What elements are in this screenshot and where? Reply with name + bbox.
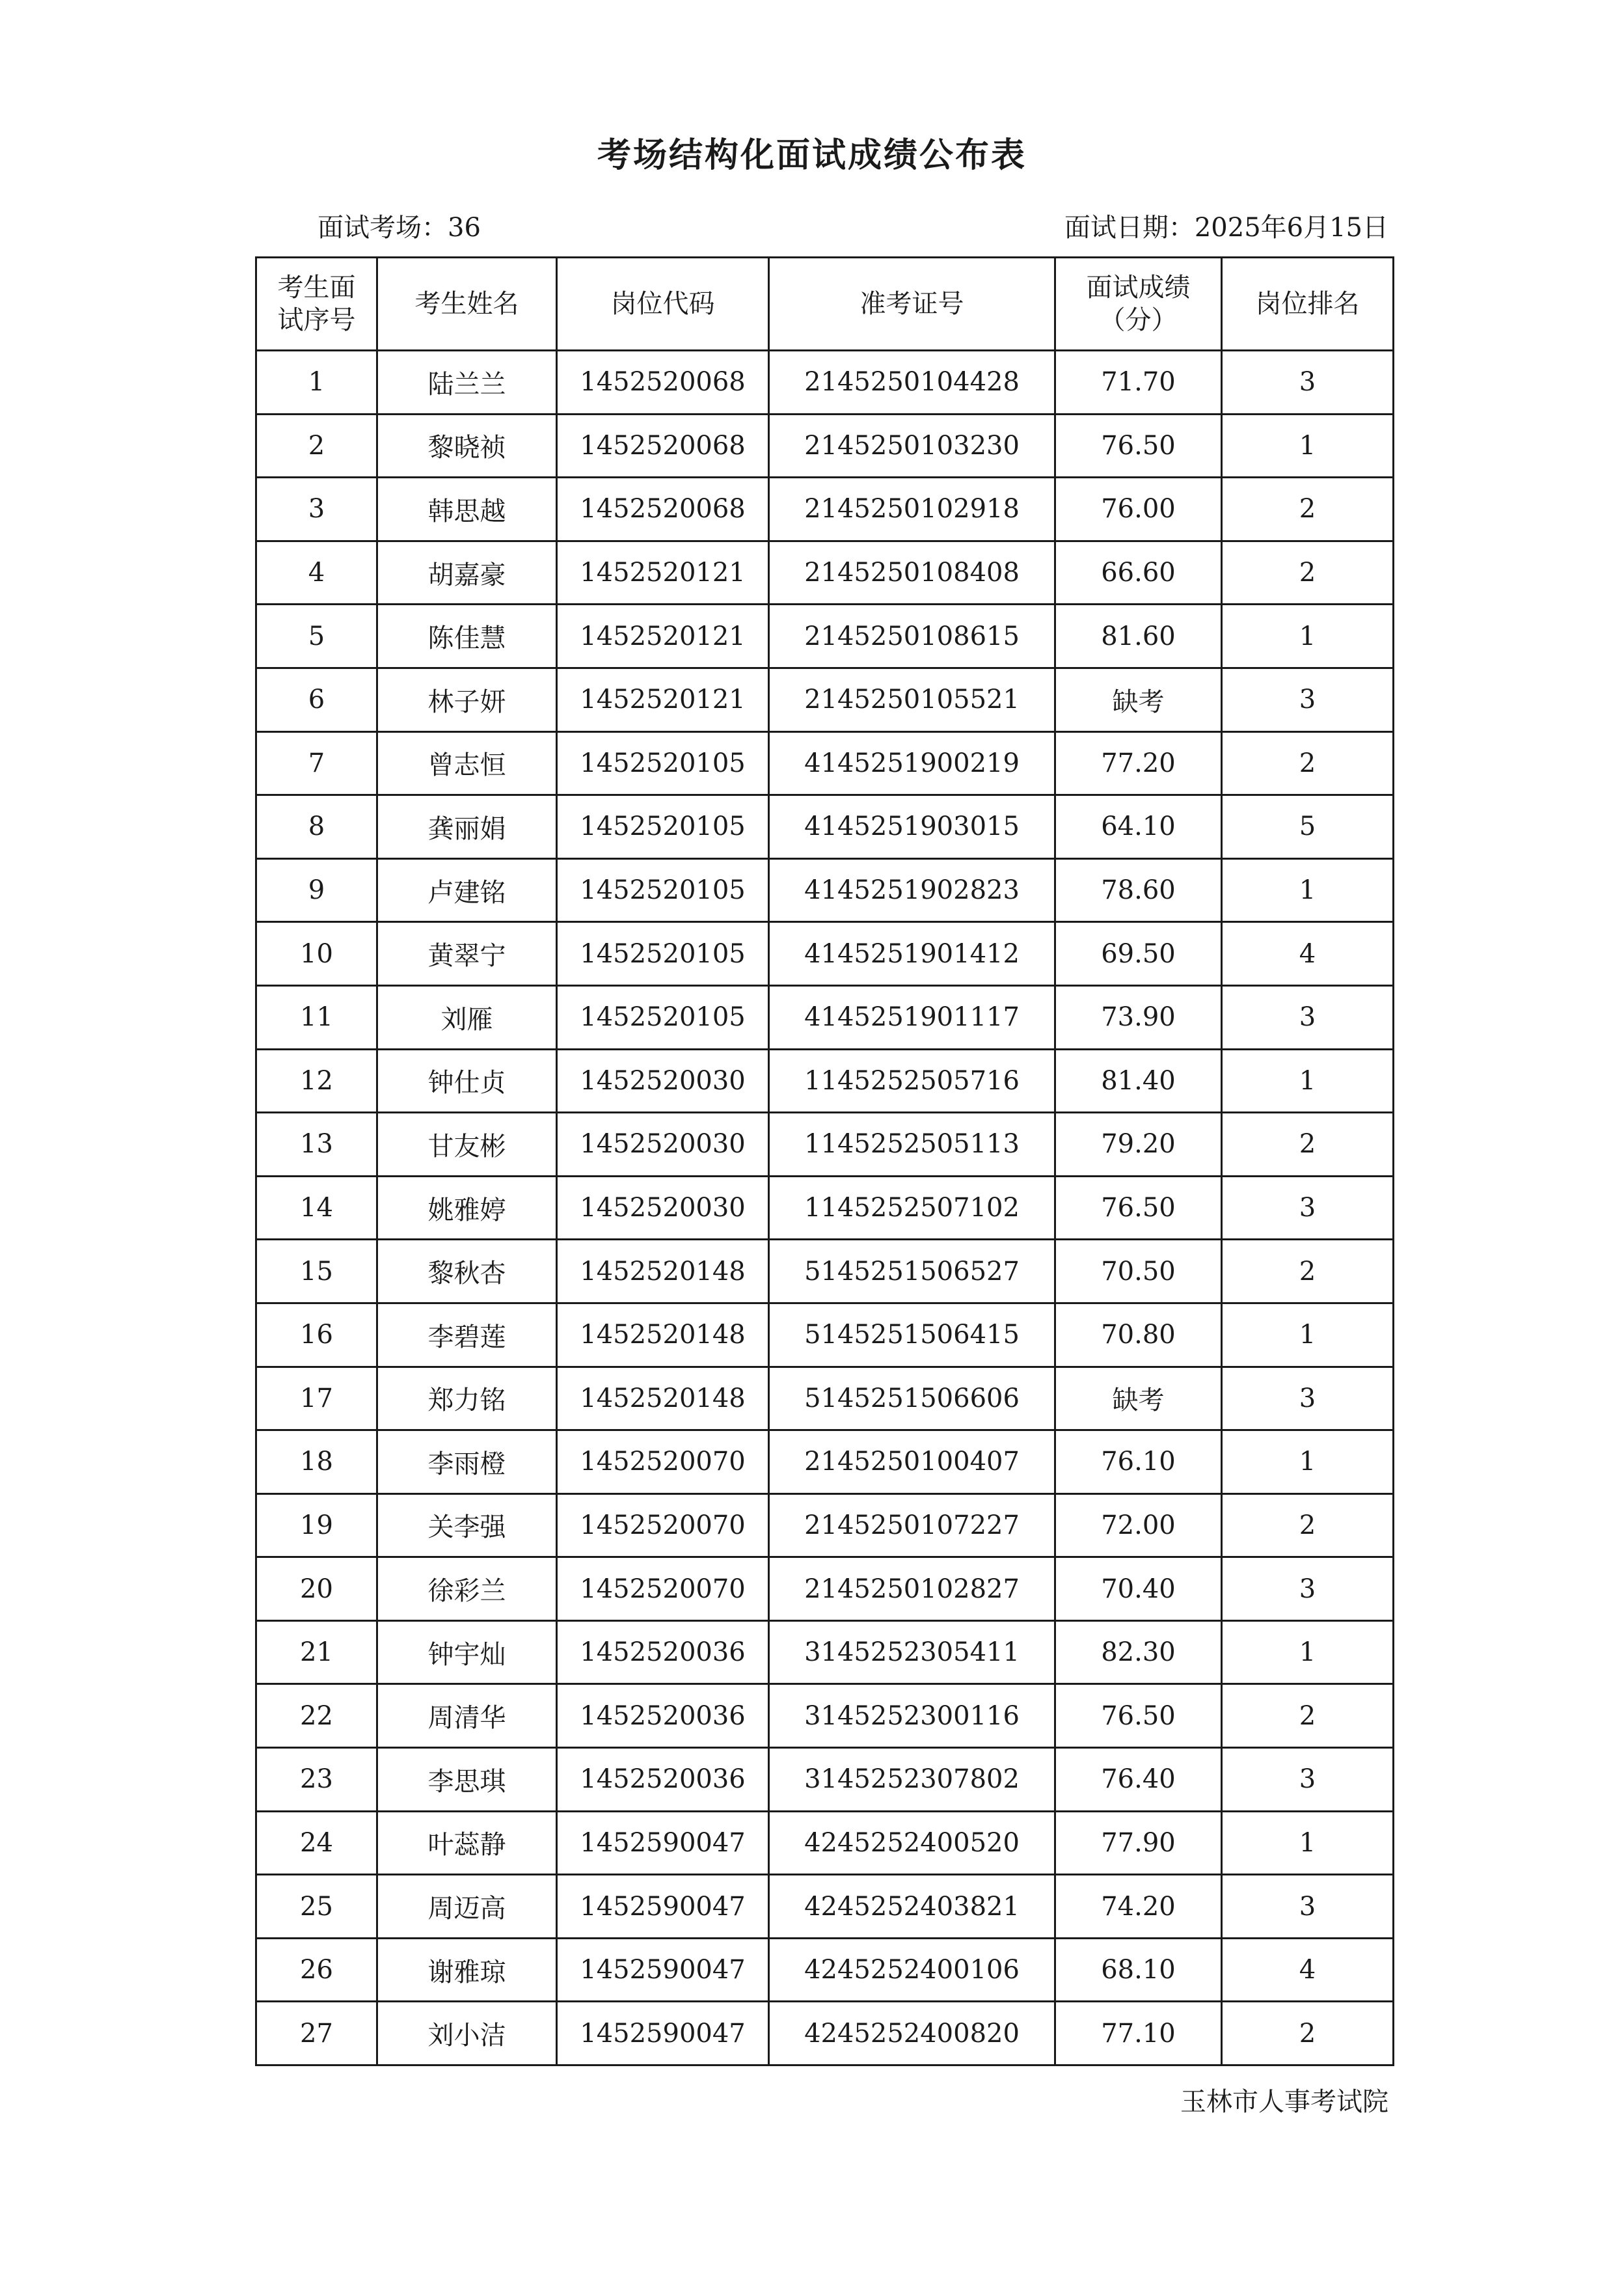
name-cell: 关李强 [377, 1493, 557, 1557]
name-cell: 韩思越 [377, 478, 557, 541]
seq-cell: 2 [256, 414, 377, 478]
score-cell: 81.40 [1055, 1049, 1222, 1113]
rank-cell: 2 [1222, 1240, 1394, 1303]
score-cell: 77.90 [1055, 1811, 1222, 1875]
name-cell: 周清华 [377, 1684, 557, 1748]
post-code-cell: 1452520036 [557, 1684, 769, 1748]
seq-cell: 12 [256, 1049, 377, 1113]
score-cell: 66.60 [1055, 541, 1222, 605]
rank-cell: 1 [1222, 858, 1394, 922]
seq-cell: 11 [256, 985, 377, 1049]
post-code-cell: 1452520105 [557, 922, 769, 986]
score-cell: 78.60 [1055, 858, 1222, 922]
table-row [256, 1113, 1394, 1177]
post-code-cell: 1452520148 [557, 1303, 769, 1367]
name-cell: 陆兰兰 [377, 351, 557, 415]
score-cell: 82.30 [1055, 1620, 1222, 1684]
score-cell: 64.10 [1055, 795, 1222, 859]
table-row [256, 1557, 1394, 1621]
ticket-no-cell: 2145250107227 [769, 1493, 1055, 1557]
exam-room: 面试考场：36 [318, 213, 481, 243]
ticket-no-cell: 3145252307802 [769, 1748, 1055, 1812]
rank-cell: 2 [1222, 2002, 1394, 2065]
ticket-no-cell: 4145251901117 [769, 985, 1055, 1049]
seq-cell: 14 [256, 1176, 377, 1240]
post-code-cell: 1452520030 [557, 1049, 769, 1113]
seq-cell: 15 [256, 1240, 377, 1303]
seq-cell: 27 [256, 2002, 377, 2065]
ticket-no-cell: 5145251506606 [769, 1367, 1055, 1430]
name-cell: 徐彩兰 [377, 1557, 557, 1621]
post-code-cell: 1452590047 [557, 1938, 769, 2002]
name-cell: 黎秋杏 [377, 1240, 557, 1303]
rank-cell: 3 [1222, 351, 1394, 415]
name-cell: 钟仕贞 [377, 1049, 557, 1113]
name-cell: 李思琪 [377, 1748, 557, 1812]
seq-cell: 23 [256, 1748, 377, 1812]
post-code-cell: 1452520148 [557, 1367, 769, 1430]
seq-cell: 13 [256, 1113, 377, 1177]
table-row [256, 1493, 1394, 1557]
table-row [256, 1684, 1394, 1748]
seq-cell: 22 [256, 1684, 377, 1748]
table-row [256, 1811, 1394, 1875]
table-row [256, 1049, 1394, 1113]
name-cell: 曾志恒 [377, 731, 557, 795]
header-score: 面试成绩 （分） [1055, 258, 1222, 351]
seq-cell: 20 [256, 1557, 377, 1621]
seq-cell: 24 [256, 1811, 377, 1875]
table-row [256, 1938, 1394, 2002]
ticket-no-cell: 5145251506527 [769, 1240, 1055, 1303]
score-cell: 缺考 [1055, 668, 1222, 731]
seq-cell: 4 [256, 541, 377, 605]
name-cell: 刘小洁 [377, 2002, 557, 2065]
post-code-cell: 1452520148 [557, 1240, 769, 1303]
table-row [256, 1430, 1394, 1494]
post-code-cell: 1452590047 [557, 1875, 769, 1939]
table-row [256, 1875, 1394, 1939]
table-row [256, 541, 1394, 605]
table-row [256, 351, 1394, 415]
ticket-no-cell: 2145250102827 [769, 1557, 1055, 1621]
table-row [256, 668, 1394, 731]
table-row [256, 1748, 1394, 1812]
rank-cell: 2 [1222, 1493, 1394, 1557]
name-cell: 黎晓祯 [377, 414, 557, 478]
score-cell: 76.40 [1055, 1748, 1222, 1812]
score-cell: 71.70 [1055, 351, 1222, 415]
table-row [256, 1176, 1394, 1240]
ticket-no-cell: 2145250108615 [769, 605, 1055, 668]
header-name: 考生姓名 [377, 258, 557, 351]
rank-cell: 1 [1222, 1303, 1394, 1367]
rank-cell: 3 [1222, 1557, 1394, 1621]
ticket-no-cell: 2145250105521 [769, 668, 1055, 731]
name-cell: 刘雁 [377, 985, 557, 1049]
ticket-no-cell: 5145251506415 [769, 1303, 1055, 1367]
post-code-cell: 1452520070 [557, 1557, 769, 1621]
rank-cell: 5 [1222, 795, 1394, 859]
name-cell: 陈佳慧 [377, 605, 557, 668]
score-cell: 76.50 [1055, 1684, 1222, 1748]
ticket-no-cell: 4245252400520 [769, 1811, 1055, 1875]
name-cell: 胡嘉豪 [377, 541, 557, 605]
seq-cell: 7 [256, 731, 377, 795]
table-row [256, 1303, 1394, 1367]
rank-cell: 3 [1222, 985, 1394, 1049]
table-row [256, 478, 1394, 541]
seq-cell: 1 [256, 351, 377, 415]
post-code-cell: 1452520068 [557, 478, 769, 541]
score-cell: 缺考 [1055, 1367, 1222, 1430]
seq-cell: 21 [256, 1620, 377, 1684]
post-code-cell: 1452520105 [557, 795, 769, 859]
name-cell: 姚雅婷 [377, 1176, 557, 1240]
post-code-cell: 1452520036 [557, 1748, 769, 1812]
ticket-no-cell: 3145252300116 [769, 1684, 1055, 1748]
name-cell: 黄翠宁 [377, 922, 557, 986]
table-row [256, 1620, 1394, 1684]
ticket-no-cell: 4245252400106 [769, 1938, 1055, 2002]
post-code-cell: 1452520105 [557, 858, 769, 922]
table-row [256, 1240, 1394, 1303]
table-row [256, 985, 1394, 1049]
table-row [256, 795, 1394, 859]
ticket-no-cell: 1145252505716 [769, 1049, 1055, 1113]
rank-cell: 1 [1222, 1811, 1394, 1875]
header-seq: 考生面 试序号 [256, 258, 377, 351]
score-cell: 72.00 [1055, 1493, 1222, 1557]
post-code-cell: 1452520121 [557, 605, 769, 668]
rank-cell: 3 [1222, 1176, 1394, 1240]
ticket-no-cell: 4145251902823 [769, 858, 1055, 922]
seq-cell: 8 [256, 795, 377, 859]
ticket-no-cell: 1145252507102 [769, 1176, 1055, 1240]
table-body [256, 351, 1394, 2065]
ticket-no-cell: 4245252403821 [769, 1875, 1055, 1939]
score-cell: 73.90 [1055, 985, 1222, 1049]
ticket-no-cell: 4145251903015 [769, 795, 1055, 859]
rank-cell: 1 [1222, 1430, 1394, 1494]
table-row [256, 922, 1394, 986]
seq-cell: 19 [256, 1493, 377, 1557]
name-cell: 卢建铭 [377, 858, 557, 922]
seq-cell: 26 [256, 1938, 377, 2002]
ticket-no-cell: 4145251900219 [769, 731, 1055, 795]
table-row [256, 858, 1394, 922]
exam-date: 面试日期：2025年6月15日 [1064, 213, 1388, 243]
post-code-cell: 1452590047 [557, 1811, 769, 1875]
table-row [256, 605, 1394, 668]
score-cell: 76.50 [1055, 414, 1222, 478]
post-code-cell: 1452520068 [557, 351, 769, 415]
score-cell: 74.20 [1055, 1875, 1222, 1939]
seq-cell: 10 [256, 922, 377, 986]
post-code-cell: 1452520105 [557, 731, 769, 795]
score-cell: 69.50 [1055, 922, 1222, 986]
score-cell: 76.50 [1055, 1176, 1222, 1240]
table-row [256, 414, 1394, 478]
rank-cell: 1 [1222, 414, 1394, 478]
post-code-cell: 1452520105 [557, 985, 769, 1049]
seq-cell: 3 [256, 478, 377, 541]
ticket-no-cell: 4145251901412 [769, 922, 1055, 986]
seq-cell: 18 [256, 1430, 377, 1494]
post-code-cell: 1452520030 [557, 1176, 769, 1240]
score-cell: 81.60 [1055, 605, 1222, 668]
score-cell: 76.10 [1055, 1430, 1222, 1494]
ticket-no-cell: 2145250100407 [769, 1430, 1055, 1494]
name-cell: 龚丽娟 [377, 795, 557, 859]
rank-cell: 1 [1222, 605, 1394, 668]
table-row [256, 1367, 1394, 1430]
rank-cell: 4 [1222, 922, 1394, 986]
header-rank: 岗位排名 [1222, 258, 1394, 351]
name-cell: 甘友彬 [377, 1113, 557, 1177]
rank-cell: 2 [1222, 1113, 1394, 1177]
name-cell: 叶蕊静 [377, 1811, 557, 1875]
ticket-no-cell: 2145250102918 [769, 478, 1055, 541]
seq-cell: 5 [256, 605, 377, 668]
score-cell: 79.20 [1055, 1113, 1222, 1177]
rank-cell: 1 [1222, 1620, 1394, 1684]
post-code-cell: 1452520121 [557, 541, 769, 605]
ticket-no-cell: 2145250108408 [769, 541, 1055, 605]
post-code-cell: 1452520030 [557, 1113, 769, 1177]
name-cell: 林子妍 [377, 668, 557, 731]
seq-cell: 17 [256, 1367, 377, 1430]
rank-cell: 4 [1222, 1938, 1394, 2002]
name-cell: 李雨橙 [377, 1430, 557, 1494]
score-cell: 77.20 [1055, 731, 1222, 795]
post-code-cell: 1452520036 [557, 1620, 769, 1684]
table-row [256, 2002, 1394, 2065]
seq-cell: 16 [256, 1303, 377, 1367]
seq-cell: 9 [256, 858, 377, 922]
scores-table [255, 256, 1394, 2066]
post-code-cell: 1452520070 [557, 1493, 769, 1557]
name-cell: 周迈高 [377, 1875, 557, 1939]
rank-cell: 3 [1222, 1875, 1394, 1939]
header-post-code: 岗位代码 [557, 258, 769, 351]
score-cell: 70.50 [1055, 1240, 1222, 1303]
name-cell: 钟宇灿 [377, 1620, 557, 1684]
ticket-no-cell: 4245252400820 [769, 2002, 1055, 2065]
rank-cell: 3 [1222, 668, 1394, 731]
name-cell: 郑力铭 [377, 1367, 557, 1430]
score-cell: 68.10 [1055, 1938, 1222, 2002]
rank-cell: 2 [1222, 541, 1394, 605]
rank-cell: 2 [1222, 478, 1394, 541]
page-title: 考场结构化面试成绩公布表 [597, 135, 1027, 175]
ticket-no-cell: 2145250103230 [769, 414, 1055, 478]
ticket-no-cell: 2145250104428 [769, 351, 1055, 415]
seq-cell: 25 [256, 1875, 377, 1939]
rank-cell: 3 [1222, 1367, 1394, 1430]
post-code-cell: 1452590047 [557, 2002, 769, 2065]
post-code-cell: 1452520068 [557, 414, 769, 478]
name-cell: 李碧莲 [377, 1303, 557, 1367]
ticket-no-cell: 3145252305411 [769, 1620, 1055, 1684]
table-header-row [256, 258, 1394, 351]
table-row [256, 731, 1394, 795]
seq-cell: 6 [256, 668, 377, 731]
post-code-cell: 1452520070 [557, 1430, 769, 1494]
rank-cell: 2 [1222, 1684, 1394, 1748]
ticket-no-cell: 1145252505113 [769, 1113, 1055, 1177]
issuer: 玉林市人事考试院 [1180, 2087, 1388, 2117]
score-cell: 77.10 [1055, 2002, 1222, 2065]
score-cell: 76.00 [1055, 478, 1222, 541]
post-code-cell: 1452520121 [557, 668, 769, 731]
score-cell: 70.80 [1055, 1303, 1222, 1367]
rank-cell: 3 [1222, 1748, 1394, 1812]
rank-cell: 2 [1222, 731, 1394, 795]
rank-cell: 1 [1222, 1049, 1394, 1113]
name-cell: 谢雅琼 [377, 1938, 557, 2002]
score-cell: 70.40 [1055, 1557, 1222, 1621]
header-ticket-no: 准考证号 [769, 258, 1055, 351]
